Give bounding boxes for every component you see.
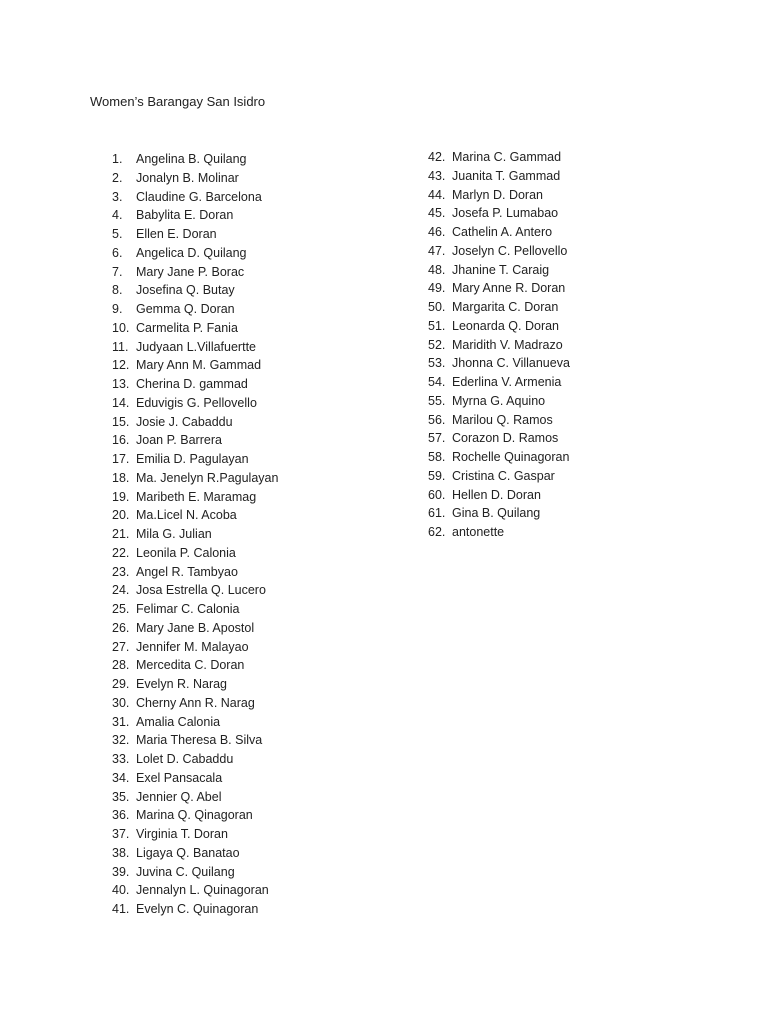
list-item-name: Evelyn R. Narag [136,677,228,691]
list-item-number: 21. [112,527,130,541]
list-item-number: 28. [112,658,130,673]
list-item [112,581,278,600]
list-item-name: Josefa P. Lumabao [452,206,559,221]
list-item [428,261,570,280]
list-item-name: Gina B. Quilang [452,506,541,521]
list-item-name: Corazon D. Ramos [452,431,559,446]
list-item-number: 5. [112,227,123,241]
list-item [428,317,570,336]
list-item-name: Marina Q. Qinagoran [136,808,253,823]
list-item [112,713,278,732]
list-item-name: Carmelita P. Fania [136,320,238,335]
list-item [428,279,570,298]
list-item-number: 9. [112,302,123,316]
list-item-number: 52. [428,337,446,352]
list-item [428,336,570,355]
list-item-number: 24. [112,583,130,598]
list-item-name: Amalia Calonia [136,714,221,729]
list-item [112,150,278,169]
list-item-number: 61. [428,506,446,521]
list-item-name: Jennalyn L. Quinagoran [136,883,269,898]
list-item-number: 50. [428,300,446,314]
list-item-number: 58. [428,450,446,464]
list-item-name: Juanita T. Gammad [452,168,561,183]
list-item-name: Rochelle Quinagoran [452,450,570,464]
list-item [428,186,570,205]
list-item-number: 43. [428,168,446,183]
list-item-name: Josie J. Cabaddu [136,414,233,429]
list-item-number: 39. [112,864,130,879]
list-item-number: 23. [112,564,130,579]
list-item [112,469,278,488]
list-item [428,448,570,467]
list-item [428,148,570,167]
list-item-number: 18. [112,470,130,485]
list-item [112,319,278,338]
list-item [112,806,278,825]
list-item [112,300,278,319]
list-item [112,881,278,900]
list-item-name: Virginia T. Doran [136,827,228,841]
list-item [428,411,570,430]
member-list-left-column [112,150,278,919]
list-item-name: Mary Anne R. Doran [452,281,566,296]
list-item [428,504,570,523]
list-item-number: 44. [428,187,446,202]
list-item-number: 55. [428,393,446,408]
list-item-name: Maridith V. Madrazo [452,337,563,352]
list-item-number: 36. [112,808,130,823]
list-item-name: Angelica D. Quilang [136,245,247,260]
list-item-name: Josa Estrella Q. Lucero [136,583,266,598]
list-item [112,788,278,807]
list-item-name: Leonarda Q. Doran [452,318,560,333]
list-item-number: 8. [112,283,123,298]
list-item-name: Hellen D. Doran [452,487,541,502]
list-item [112,750,278,769]
list-item [112,225,278,244]
list-item-number: 27. [112,639,130,654]
list-item-name: Joan P. Barrera [136,433,222,448]
list-item-number: 41. [112,902,130,916]
list-item [428,523,570,542]
list-item-number: 46. [428,225,446,239]
list-item-number: 59. [428,468,446,483]
list-item [428,467,570,486]
list-item-number: 31. [112,714,130,729]
list-item [112,525,278,544]
list-item [112,769,278,788]
list-item [112,600,278,619]
list-item-name: Joselyn C. Pellovello [452,243,568,258]
list-item [112,263,278,282]
list-item-number: 38. [112,845,130,860]
list-item-number: 33. [112,752,130,766]
list-item-name: Jhanine T. Caraig [452,262,550,277]
list-item-number: 40. [112,883,130,898]
list-item-name: Mary Ann M. Gammad [136,358,262,373]
list-item-name: Mila G. Julian [136,527,212,541]
list-item-name: Mercedita C. Doran [136,658,245,673]
list-item-number: 13. [112,377,130,391]
list-item [112,900,278,919]
list-item [112,356,278,375]
list-item-name: Judyaan L.Villafuertte [136,339,256,354]
list-item [428,223,570,242]
list-item-name: Marlyn D. Doran [452,187,543,202]
list-item-number: 25. [112,602,130,616]
list-item-number: 57. [428,431,446,446]
list-item-name: Marina C. Gammad [452,150,562,164]
list-item-number: 54. [428,375,446,389]
list-item-number: 35. [112,789,130,804]
list-item-name: Babylita E. Doran [136,208,234,223]
list-item-name: Cristina C. Gaspar [452,468,555,483]
list-item-name: Lolet D. Cabaddu [136,752,234,766]
list-item [112,506,278,525]
list-item [428,298,570,317]
list-item-number: 14. [112,395,130,410]
list-item-name: Myrna G. Aquino [452,393,546,408]
member-list-right-column [428,148,570,542]
list-item [112,619,278,638]
list-item-name: Cathelin A. Antero [452,225,553,239]
list-item [112,675,278,694]
list-item-number: 47. [428,243,446,258]
list-item-name: Eduvigis G. Pellovello [136,395,257,410]
list-item-name: Maribeth E. Maramag [136,489,257,504]
list-item-name: Jhonna C. Villanueva [452,356,570,371]
list-item-number: 26. [112,620,130,635]
list-item-number: 2. [112,170,123,185]
list-item-number: 3. [112,189,123,204]
list-item [112,394,278,413]
list-item-name: Jennier Q. Abel [136,789,222,804]
document-title: Women’s Barangay San Isidro [90,94,266,109]
list-item-name: Josefina Q. Butay [136,283,235,298]
list-item [112,431,278,450]
list-item-name: Juvina C. Quilang [136,864,235,879]
list-item-name: Ellen E. Doran [136,227,217,241]
list-item-number: 49. [428,281,446,296]
list-item [112,563,278,582]
list-item-number: 53. [428,356,446,371]
list-item [428,373,570,392]
list-item-number: 1. [112,152,123,166]
list-item-name: Exel Pansacala [136,770,223,785]
list-item-name: Jonalyn B. Molinar [136,170,239,185]
list-item-name: Ederlina V. Armenia [452,375,562,389]
list-item-name: Leonila P. Calonia [136,545,236,560]
list-item-number: 62. [428,525,446,539]
list-item-number: 22. [112,545,130,560]
list-item-name: Margarita C. Doran [452,300,559,314]
list-item-name: Claudine G. Barcelona [136,189,262,204]
list-item [428,392,570,411]
list-item [428,429,570,448]
list-item [112,450,278,469]
list-item [112,844,278,863]
list-item [112,863,278,882]
list-item-name: Angelina B. Quilang [136,152,247,166]
list-item-number: 16. [112,433,130,448]
list-item-number: 20. [112,508,130,523]
list-item-name: Emilia D. Pagulayan [136,452,249,466]
list-item [428,167,570,186]
list-item [112,656,278,675]
list-item-number: 42. [428,150,446,164]
list-item [428,242,570,261]
list-item-name: antonette [452,525,505,539]
list-item-number: 32. [112,733,130,748]
list-item-number: 17. [112,452,130,466]
list-item-number: 48. [428,262,446,277]
list-item [112,488,278,507]
list-item [112,206,278,225]
list-item-number: 51. [428,318,446,333]
list-item [112,825,278,844]
list-item [112,413,278,432]
list-item-name: Felimar C. Calonia [136,602,240,616]
list-item-number: 15. [112,414,130,429]
list-item [112,544,278,563]
list-item-name: Marilou Q. Ramos [452,412,553,427]
list-item-name: Mary Jane P. Borac [136,264,245,279]
list-item-number: 7. [112,264,123,279]
list-item [428,486,570,505]
list-item-number: 12. [112,358,130,373]
list-item [112,244,278,263]
list-item-name: Gemma Q. Doran [136,302,235,316]
list-item-number: 4. [112,208,123,223]
list-item-number: 56. [428,412,446,427]
list-item [112,375,278,394]
list-item-number: 60. [428,487,446,502]
list-item [428,354,570,373]
list-item [112,694,278,713]
list-item-number: 45. [428,206,446,221]
list-item-number: 11. [112,339,129,354]
list-item-number: 34. [112,770,130,785]
list-item-name: Jennifer M. Malayao [136,639,249,654]
list-item [112,169,278,188]
list-item [112,638,278,657]
list-item-name: Cherny Ann R. Narag [136,695,255,710]
list-item [112,338,278,357]
list-item [428,204,570,223]
list-item-number: 37. [112,827,130,841]
list-item-name: Cherina D. gammad [136,377,248,391]
list-item [112,281,278,300]
list-item-number: 10. [112,320,130,335]
list-item-name: Maria Theresa B. Silva [136,733,263,748]
list-item-name: Angel R. Tambyao [136,564,238,579]
list-item-name: Evelyn C. Quinagoran [136,902,259,916]
list-item-name: Mary Jane B. Apostol [136,620,255,635]
list-item-number: 30. [112,695,130,710]
list-item-name: Ma.Licel N. Acoba [136,508,237,523]
list-item-name: Ma. Jenelyn R.Pagulayan [136,470,279,485]
list-item [112,188,278,207]
list-item [112,731,278,750]
list-item-number: 19. [112,489,130,504]
list-item-number: 6. [112,245,123,260]
list-item-number: 29. [112,677,130,691]
list-item-name: Ligaya Q. Banatao [136,845,240,860]
